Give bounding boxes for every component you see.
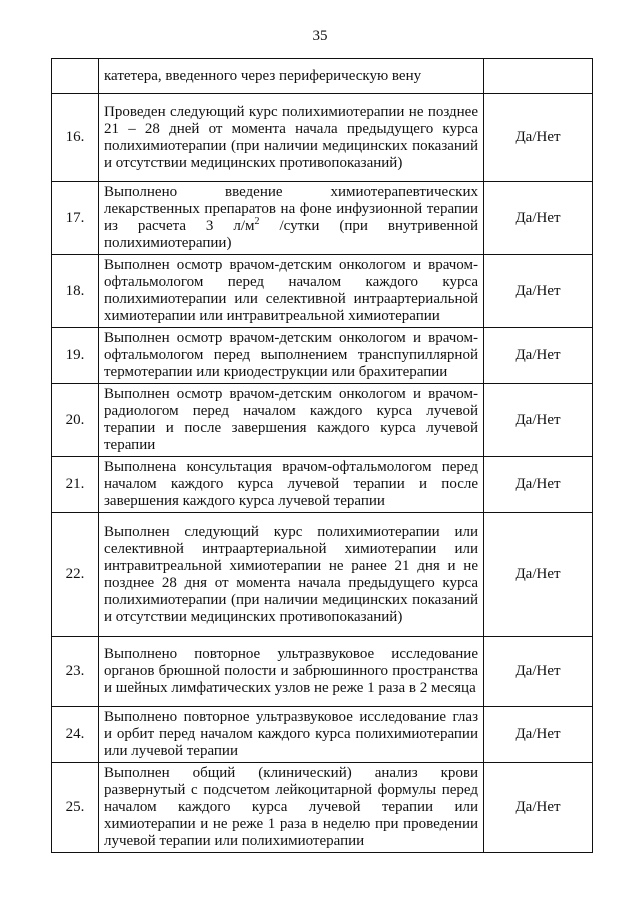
criterion-text	[99, 328, 484, 384]
row-number	[52, 59, 99, 94]
answer-cell: Да/Нет	[484, 384, 593, 457]
answer-cell: Да/Нет	[484, 457, 593, 513]
criterion-text-main: катетера, введенного через периферическую вену	[104, 67, 422, 84]
answer-cell: Да/Нет	[484, 328, 593, 384]
criterion-text-main: Выполнена консультация врачом-офтальмологом перед началом каждого курса лучевой терапии и после завершения каждого курса лучевой терапии	[104, 459, 478, 509]
row-number: 20.	[52, 384, 99, 457]
criterion-text	[99, 182, 484, 255]
row-number: 23.	[52, 637, 99, 707]
row-number: 22.	[52, 513, 99, 637]
page-number: 35	[312, 28, 328, 44]
table-row	[52, 763, 593, 853]
answer-cell: Да/Нет	[484, 707, 593, 763]
table-row	[52, 384, 593, 457]
quality-criteria-table	[51, 58, 593, 853]
criterion-text	[99, 94, 484, 182]
table-row	[52, 707, 593, 763]
criterion-text	[99, 457, 484, 513]
criterion-text-main: Выполнен осмотр врачом-детским онкологом и врачом-радиологом перед началом каждого курса лучевой терапии и после завершения каждого курса лучевой терапии	[104, 386, 478, 453]
answer-cell	[484, 59, 593, 94]
table-row	[52, 255, 593, 328]
table-body	[52, 59, 593, 853]
answer-cell: Да/Нет	[484, 513, 593, 637]
criterion-text	[99, 707, 484, 763]
table-row	[52, 182, 593, 255]
criterion-text	[99, 513, 484, 637]
table-row	[52, 59, 593, 94]
table-row	[52, 328, 593, 384]
row-number: 18.	[52, 255, 99, 328]
table-row	[52, 637, 593, 707]
answer-cell: Да/Нет	[484, 763, 593, 853]
criterion-text-main: Выполнен осмотр врачом-детским онкологом и врачом-офтальмологом перед началом каждого курса полихимиотерапии или селективной интраартериальной химиотерапии или интравитреальной химиотерапии	[104, 257, 478, 324]
answer-cell: Да/Нет	[484, 94, 593, 182]
table-row	[52, 457, 593, 513]
answer-cell: Да/Нет	[484, 182, 593, 255]
criterion-text	[99, 255, 484, 328]
criterion-text-main: Выполнено повторное ультразвуковое исследование глаз и орбит перед началом каждого курса полихимиотерапии или лучевой терапии	[104, 709, 478, 759]
criterion-text	[99, 384, 484, 457]
answer-cell: Да/Нет	[484, 637, 593, 707]
criterion-text	[99, 637, 484, 707]
row-number: 21.	[52, 457, 99, 513]
superscript: 2	[254, 216, 260, 227]
criterion-text-tail: /сутки (при внутривенной полихимиотерапии)	[104, 218, 478, 251]
row-number: 24.	[52, 707, 99, 763]
criterion-text	[99, 59, 484, 94]
row-number: 17.	[52, 182, 99, 255]
table-row	[52, 513, 593, 637]
table-row	[52, 94, 593, 182]
criterion-text-main: Выполнен общий (клинический) анализ крови развернутый с подсчетом лейкоцитарной формулы перед началом каждого курса лучевой терапии или химиотерапии и не реже 1 раза в неделю при проведении лучевой терапии или полихимиотерапии	[104, 765, 478, 849]
answer-cell: Да/Нет	[484, 255, 593, 328]
criterion-text-main: Выполнен осмотр врачом-детским онкологом и врачом-офтальмологом перед выполнением транспупиллярной термотерапии или криодеструкции или брахитерапии	[104, 330, 478, 380]
row-number: 16.	[52, 94, 99, 182]
row-number: 25.	[52, 763, 99, 853]
criterion-text-main: Проведен следующий курс полихимиотерапии не позднее 21 – 28 дней от момента начала предыдущего курса полихимиотерапии (при наличии медицинских показаний и отсутствии медицинских противопоказаний)	[104, 103, 478, 171]
criterion-text-main: Выполнено введение химиотерапевтических лекарственных препаратов на фоне инфузионной терапии из расчета 3 л/м	[104, 184, 478, 234]
criterion-text	[99, 763, 484, 853]
criterion-text-main: Выполнено повторное ультразвуковое исследование органов брюшной полости и забрюшинного пространства и шейных лимфатических узлов не реже 1 раза в 2 месяца	[104, 646, 478, 696]
criterion-text-main: Выполнен следующий курс полихимиотерапии или селективной интраартериальной химиотерапии или интравитреальной химиотерапии не ранее 21 дня и не позднее 28 дня от момента начала предыдущего курса полихимиотерапии (при наличии медицинских показаний и отсутствии медицинских противопоказаний)	[104, 523, 478, 625]
row-number: 19.	[52, 328, 99, 384]
